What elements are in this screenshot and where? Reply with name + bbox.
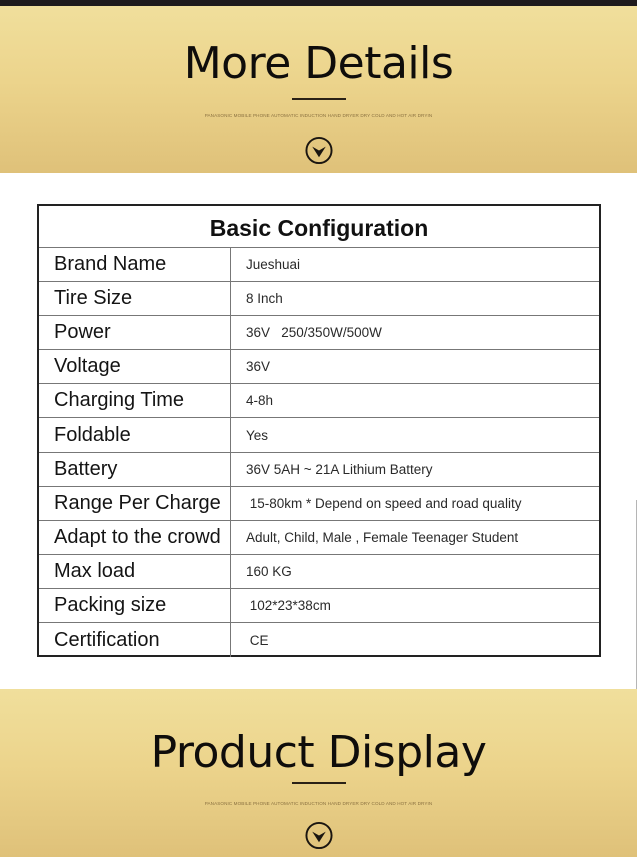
spec-label: Brand Name: [39, 248, 231, 281]
spec-label: Packing size: [39, 589, 231, 622]
spec-value: Jueshuai: [246, 257, 301, 273]
spec-label: Tire Size: [39, 282, 231, 315]
table-title: Basic Configuration: [39, 206, 599, 248]
spec-value: Adult, Child, Male , Female Teenager Student: [246, 529, 519, 545]
table-row: [39, 384, 599, 418]
spec-label: Foldable: [39, 418, 231, 451]
section-title: More Details: [183, 38, 454, 89]
spec-label: Power: [39, 316, 231, 349]
section-title: Product Display: [150, 727, 487, 778]
more-details-banner: [0, 6, 637, 173]
spec-label: Certification: [39, 623, 231, 657]
table-row: [39, 282, 599, 316]
spec-label: Charging Time: [39, 384, 231, 417]
spec-value: 36V 250/350W/500W: [246, 325, 382, 341]
spec-value: 15-80km * Depend on speed and road quality: [246, 495, 522, 511]
table-row: [39, 453, 599, 487]
spec-label: Max load: [39, 555, 231, 588]
spec-value: 36V: [246, 359, 271, 375]
spec-value: 36V 5AH ~ 21A Lithium Battery: [246, 461, 433, 477]
table-row: [39, 487, 599, 521]
spec-value: 102*23*38cm: [246, 597, 331, 613]
spec-value: 4-8h: [246, 393, 274, 409]
spec-value: 160 KG: [246, 563, 292, 579]
spec-label: Battery: [39, 453, 231, 486]
chevron-down-circle-icon: [304, 821, 333, 850]
spec-label: Range Per Charge: [39, 487, 231, 520]
section-subtitle: PANASONIC MOBILE PHONE AUTOMATIC INDUCTION HAND DRYER DRY COLD AND HOT AIR DRYIN: [204, 801, 433, 806]
section-subtitle: PANASONIC MOBILE PHONE AUTOMATIC INDUCTION HAND DRYER DRY COLD AND HOT AIR DRYIN: [204, 113, 433, 118]
table-row: [39, 418, 599, 452]
spec-label: Voltage: [39, 350, 231, 383]
basic-configuration-table: [37, 204, 601, 657]
table-row: [39, 350, 599, 384]
title-underline: [292, 782, 346, 784]
spec-value: 8 Inch: [246, 291, 283, 307]
table-row: [39, 623, 599, 657]
spec-label: Adapt to the crowd: [39, 521, 231, 554]
table-row: [39, 589, 599, 623]
spec-value: CE: [246, 632, 269, 648]
table-row: [39, 248, 599, 282]
table-row: [39, 316, 599, 350]
chevron-down-circle-icon: [304, 136, 333, 165]
product-display-banner: [0, 689, 637, 857]
spec-value: Yes: [246, 427, 269, 443]
table-row: [39, 555, 599, 589]
title-underline: [292, 98, 346, 100]
table-row: [39, 521, 599, 555]
